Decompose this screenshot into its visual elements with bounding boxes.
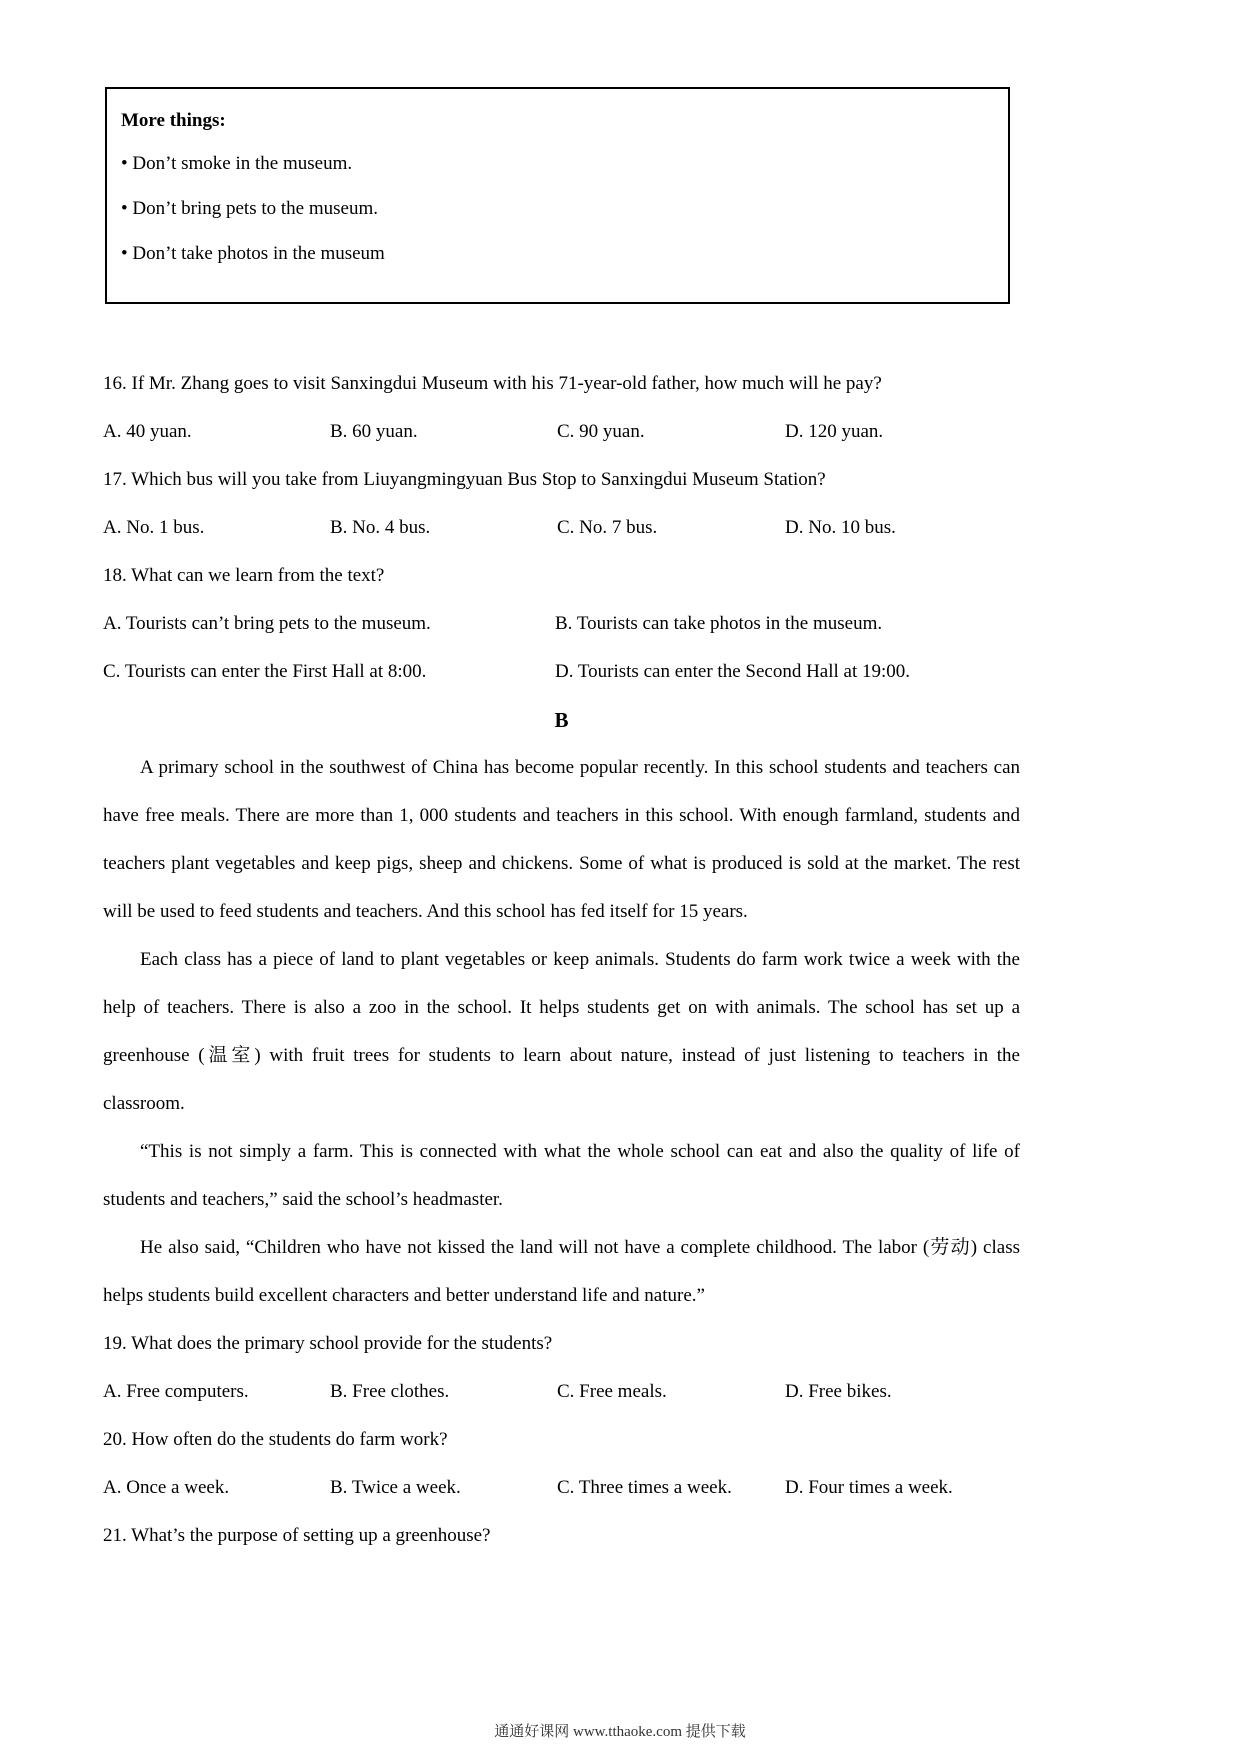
exam-body (103, 360, 1020, 1560)
footer-text: 通通好课网 www.tthaoke.com 提供下载 (494, 1724, 746, 1740)
question-16-text: 16. If Mr. Zhang goes to visit Sanxingdui Museum with his 71-year-old father, how much will he pay? (103, 373, 882, 394)
question-18-text: 18. What can we learn from the text? (103, 565, 385, 586)
question-21-text: 21. What’s the purpose of setting up a greenhouse? (103, 1525, 491, 1546)
section-b-label: B (554, 708, 569, 732)
question-17-text: 17. Which bus will you take from Liuyangmingyuan Bus Stop to Sanxingdui Museum Station? (103, 469, 826, 490)
option-20-c: C. Three times a week. (557, 1477, 732, 1498)
museum-rules-box (105, 87, 1010, 304)
option-18-d: D. Tourists can enter the Second Hall at 19:00. (555, 661, 911, 682)
question-17-options (103, 504, 1020, 552)
option-17-a: A. No. 1 bus. (103, 517, 205, 538)
question-20-options (103, 1464, 1020, 1512)
option-19-c: C. Free meals. (557, 1381, 667, 1402)
option-19-d: D. Free bikes. (785, 1381, 892, 1402)
option-17-d: D. No. 10 bus. (785, 517, 896, 538)
option-18-a: A. Tourists can’t bring pets to the museum. (103, 613, 431, 634)
notice-item-no-photos: • Don’t take photos in the museum (121, 243, 385, 264)
notice-item-no-pets: • Don’t bring pets to the museum. (121, 198, 378, 219)
notice-box-title: More things: (121, 110, 226, 131)
option-18-b: B. Tourists can take photos in the museum. (555, 613, 883, 634)
passage-paragraph-1: A primary school in the southwest of China has become popular recently. In this school students and teachers can have free meals. There are more than 1, 000 students and teachers in this school. With enough farmland, students and teachers plant vegetables and keep pigs, sheep and chickens. Some of what is produced is sold at the market. The rest will be used to feed students and teachers. And this school has fed itself for 15 years. (103, 757, 1020, 922)
question-19-text: 19. What does the primary school provide for the students? (103, 1333, 553, 1354)
option-17-b: B. No. 4 bus. (330, 517, 431, 538)
option-19-a: A. Free computers. (103, 1381, 249, 1402)
option-20-b: B. Twice a week. (330, 1477, 461, 1498)
option-16-b: B. 60 yuan. (330, 421, 418, 442)
option-20-d: D. Four times a week. (785, 1477, 953, 1498)
passage-paragraph-4: He also said, “Children who have not kissed the land will not have a complete childhood. The labor (劳动) class helps students build excellent characters and better understand life and nature.” (103, 1237, 1020, 1306)
question-20-text: 20. How often do the students do farm work? (103, 1429, 448, 1450)
option-16-a: A. 40 yuan. (103, 421, 192, 442)
option-16-c: C. 90 yuan. (557, 421, 645, 442)
option-16-d: D. 120 yuan. (785, 421, 884, 442)
option-17-c: C. No. 7 bus. (557, 517, 658, 538)
question-16-options (103, 408, 1020, 456)
option-19-b: B. Free clothes. (330, 1381, 450, 1402)
question-19-options (103, 1368, 1020, 1416)
question-18-options-row-2 (103, 648, 1020, 696)
passage-paragraph-2: Each class has a piece of land to plant vegetables or keep animals. Students do farm work twice a week with the help of teachers. There is also a zoo in the school. It helps students get on with animals. The school has set up a greenhouse (温室) with fruit trees for students to learn about nature, instead of just listening to teachers in the classroom. (103, 949, 1020, 1114)
page-footer (0, 1722, 1240, 1742)
question-18-options-row-1 (103, 600, 1020, 648)
passage-paragraph-3: “This is not simply a farm. This is connected with what the whole school can eat and also the quality of life of students and teachers,” said the school’s headmaster. (103, 1141, 1020, 1210)
notice-item-no-smoking: • Don’t smoke in the museum. (121, 153, 353, 174)
option-20-a: A. Once a week. (103, 1477, 230, 1498)
option-18-c: C. Tourists can enter the First Hall at 8:00. (103, 661, 427, 682)
